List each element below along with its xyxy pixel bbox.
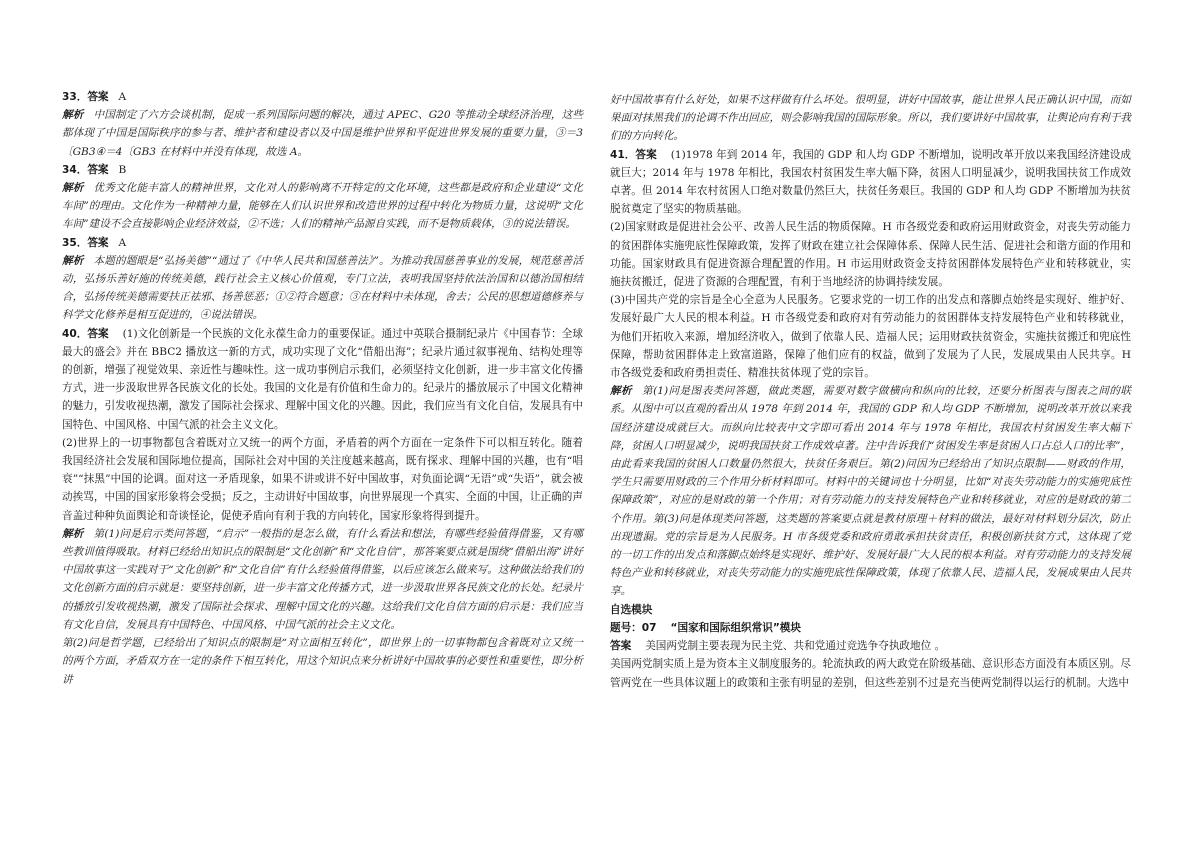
q40-analysis-p2: 第(2)问是哲学题，已经给出了知识点的限制是“对立面相互转化”，即世界上的一切事物都包含着既对立又统一的两个方面，矛盾双方在一定的条件下相互转化，用这个知识点来分析讲好中国故事的必要性和重要性，即分析讲 bbox=[62, 637, 583, 686]
q33-head: 33．答案 bbox=[62, 91, 109, 103]
elective-answer-head: 答案 bbox=[610, 640, 632, 653]
elective-answer-text: 美国两党制主要表现为民主党、共和党通过竞选争夺执政地位 。 bbox=[645, 640, 946, 653]
q34-analysis-label: 解析 bbox=[62, 182, 84, 195]
elective-title: 自选模块 bbox=[610, 603, 653, 616]
q33-analysis bbox=[62, 106, 583, 161]
q35-answer-line bbox=[62, 234, 583, 252]
q35-analysis-text: 本题的题眼是“弘扬美德”“通过了《中华人民共和国慈善法》”。为推动我国慈善事业的发展，规范慈善活动，弘扬乐善好施的传统美德，践行社会主义核心价值观，专门立法，表明我国坚持依法治国和以德治国相结合，弘扬传统美德需要扶正祛邪、扬善惩恶；①②符合题意；③在材料中未体现，舍去；公民的思想道德修养与科学文化修养是相互促进的，④说法错误。 bbox=[62, 254, 584, 322]
elective-qlabel: 题号：07 bbox=[610, 621, 657, 634]
q34-answer-line bbox=[62, 161, 583, 179]
q35-head: 35．答案 bbox=[62, 236, 109, 249]
q41-answer-p1 bbox=[610, 146, 1131, 219]
q33-analysis-label: 解析 bbox=[62, 109, 84, 122]
q40-analysis-continued: 好中国故事有什么好处，如果不这样做有什么坏处。很明显，讲好中国故事，能让世界人民正确认识中国，而如果面对抹黑我们的论调不作出回应，则会影响我国的国际形象。所以，我们要讲好中国故事，让舆论向有利于我们的方向转化。 bbox=[610, 94, 1131, 143]
q35-analysis bbox=[62, 252, 583, 325]
left-column bbox=[62, 88, 583, 689]
elective-question-line bbox=[610, 619, 1131, 637]
q40-p1-text: (1)文化创新是一个民族的文化永葆生命力的重要保证。通过中英联合摄制纪录片《中国春节：全球最大的盛会》并在 BBC2 播放这一新的方式，成功实现了文化“借船出海”；纪录片通过叙事视角、结构处理等的创新，增强了视觉效果、亲近性与趣味性。这一成功事例启示我们，必须坚持文化创新，进一步丰富文化传播方式，进一步汲取世界各民族文化的长处。我国的文化是有价值和生命力的。纪录片的播放展示了中国文化精神的魅力，引发收视热潮，激发了国际社会探求、理解中国文化的兴趣。因此，我们应当有文化自信，发展具有中国特色、中国风格、中国气派的社会主义文化。 bbox=[62, 327, 583, 431]
q41-answer-p2: (2)国家财政是促进社会公平、改善人民生活的物质保障。H 市各级党委和政府运用财政资金，对丧失劳动能力的贫困群体实施兜底性保障政策，发挥了财政在建立社会保障体系、保障人民生活、促进社会和谐方面的作用和功能。国家财政具有促进资源合理配置的作用。H 市运用财政资金支持贫困群体发展特色产业和转移就业，实施扶贫搬迁，促进了资源的合理配置，有利于当地经济的协调持续发展。 bbox=[610, 221, 1131, 289]
q40-answer-p2: (2)世界上的一切事物都包含着既对立又统一的两个方面，矛盾着的两个方面在一定条件下可以相互转化。随着我国经济社会发展和国际地位提高，国际社会对中国的关注度越来越高，既有探求、理解中国的兴趣，也有“唱衰”“抹黑”中国的论调。面对这一矛盾现象，如果不讲或讲不好中国故事，对负面论调“无语”或“失语”，就会被动挨骂，中国的国家形象将会受损；反之，主动讲好中国故事，向世界展现一个真实、全面的中国，让正确的声音盖过种种负面舆论和奇谈怪论，促使矛盾向有利于我的方向转化，国家形象将得到提升。 bbox=[62, 436, 583, 522]
q41-analysis-text: 第(1)问是图表类问答题，做此类题，需要对数字做横向和纵向的比较，还要分析图表与图表之间的联系。从图中可以直观的看出从 1978 年到 2014 年，我国的 GDP 和人均 GDP 不断增加，说明改革开放以来我国经济建设成就巨大。而纵向比较表中文字即可看出 2014 年与 1978 年相比，我国农村贫困发生率大幅下降，贫困人口明显减少，说明我国扶贫工作成效卓著。注中告诉我们“贫困发生率是贫困人口占总人口的比率”，由此看来我国的贫困人口数量仍然很大，扶贫任务艰巨。第(2)问因为已经给出了知识点限制——财政的作用，学生只需要用财政的三个作用分析材料即可。材料中的关键词也十分明显，比如“对丧失劳动能力的实施兜底性保障政策”，对应的是财政的第一个作用；对有劳动能力的支持发展特色产业和转移就业，对应的是财政的第二个作用。第(3)问是体现类问答题，这类题的答案要点就是教材原理＋材料的做法，最好对材料划分层次，防止出现遗漏。党的宗旨是为人民服务。H 市各级党委和政府勇敢承担扶贫责任，积极创新扶贫方式，这体现了党的一切工作的出发点和落脚点始终是实现好、维护好、发展好最广大人民的根本利益。对有劳动能力的支持发展特色产业和转移就业，对丧失劳动能力的实施兜底性保障政策，体现了依靠人民、造福人民，发展成果由人民共享。 bbox=[610, 385, 1131, 598]
q34-head: 34．答案 bbox=[62, 163, 109, 176]
q40-analysis-text: 第(1)问是启示类问答题，“启示”一般指的是怎么做，有什么看法和想法，有哪些经验值得借鉴，又有哪些教训值得吸取。材料已经给出知识点的限制是“文化创新”和“文化自信”，那答案要点就是围绕“借船出海”讲好中国故事这一实践对于“文化创新”和“文化自信”有什么经验值得借鉴，以后应该怎么做来写。这种做法给我们的文化创新方面的启示就是：要坚持创新，进一步丰富文化传播方式，进一步汲取世界各民族文化的长处。纪录片的播放引发收视热潮，激发了国际社会探求、理解中国文化的兴趣。这给我们文化自信方面的启示是：我们应当有文化自信，发展具有中国特色、中国风格、中国气派的社会主义文化。 bbox=[62, 527, 583, 631]
q33-answer-line bbox=[62, 88, 583, 106]
elective-paragraph: 美国两党制实质上是为资本主义制度服务的。轮流执政的两大政党在阶级基础、意识形态方面没有本质区别。尽管两党在一些具体议题上的政策和主张有明显的差别，但这些差别不过是充当使两党制得以运行的机制。大选中 bbox=[610, 658, 1131, 689]
q40-analysis-label: 解析 bbox=[62, 527, 84, 540]
q34-analysis bbox=[62, 179, 583, 234]
q35-answer: A bbox=[118, 236, 127, 249]
q41-head: 41．答案 bbox=[610, 148, 657, 161]
q41-analysis-label: 解析 bbox=[610, 385, 633, 398]
elective-answer-line bbox=[610, 637, 1131, 655]
q34-answer: B bbox=[118, 163, 127, 176]
q41-analysis bbox=[610, 382, 1131, 600]
right-column bbox=[610, 91, 1131, 692]
q40-head: 40．答案 bbox=[62, 327, 109, 340]
q40-answer-p1 bbox=[62, 325, 583, 434]
q35-analysis-label: 解析 bbox=[62, 254, 84, 267]
elective-qtitle: “国家和国际组织常识”模块 bbox=[670, 621, 801, 634]
q34-analysis-text: 优秀文化能丰富人的精神世界，文化对人的影响离不开特定的文化环境，这些都是政府和企业建设“文化车间”的理由。文化作为一种精神力量，能够在人们认识世界和改造世界的过程中转化为物质力量，这说明“文化车间”建设不会直接影响企业经济效益，②不选；人们的精神产品源自实践，而不是物质载体，③的说法错误。 bbox=[62, 182, 583, 231]
q33-analysis-text: 中国制定了六方会谈机制，促成一系列国际问题的解决，通过 APEC、G20 等推动全球经济治理，这些都体现了中国是国际秩序的参与者、维护者和建设者以及中国是维护世界和平促进世界发展的重要力量，③＝3〔GB3④＝4〔GB3 在材料中并没有体现，故选 A。 bbox=[62, 109, 583, 158]
q41-answer-p3: (3)中国共产党的宗旨是全心全意为人民服务。它要求党的一切工作的出发点和落脚点始终是实现好、维护好、发展好最广大人民的根本利益。H 市各级党委和政府对有劳动能力的贫困群体支持发展特色产业和转移就业，为他们开拓收入来源，增加经济收入，做到了依靠人民、造福人民；运用财政扶贫资金，实施扶贫搬迁和兜底性保障，帮助贫困群体走上致富道路，保障了他们应有的权益，做到了发展为了人民，发展成果由人民共享。H 市各级党委和政府勇担责任、精准扶贫体现了党的宗旨。 bbox=[610, 294, 1131, 380]
q41-p1-text: (1)1978 年到 2014 年，我国的 GDP 和人均 GDP 不断增加，说明改革开放以来我国经济建设成就巨大；2014 年与 1978 年相比，我国农村贫困发生率大幅下降，贫困人口明显减少，说明我国扶贫工作成效卓著。但 2014 年农村贫困人口绝对数量仍然巨大，扶贫任务艰巨。我国的 GDP 和人均 GDP 不断增加为扶贫脱贫奠定了坚实的物质基础。 bbox=[610, 148, 1131, 216]
q33-answer: A bbox=[118, 91, 127, 103]
q40-analysis bbox=[62, 525, 583, 634]
